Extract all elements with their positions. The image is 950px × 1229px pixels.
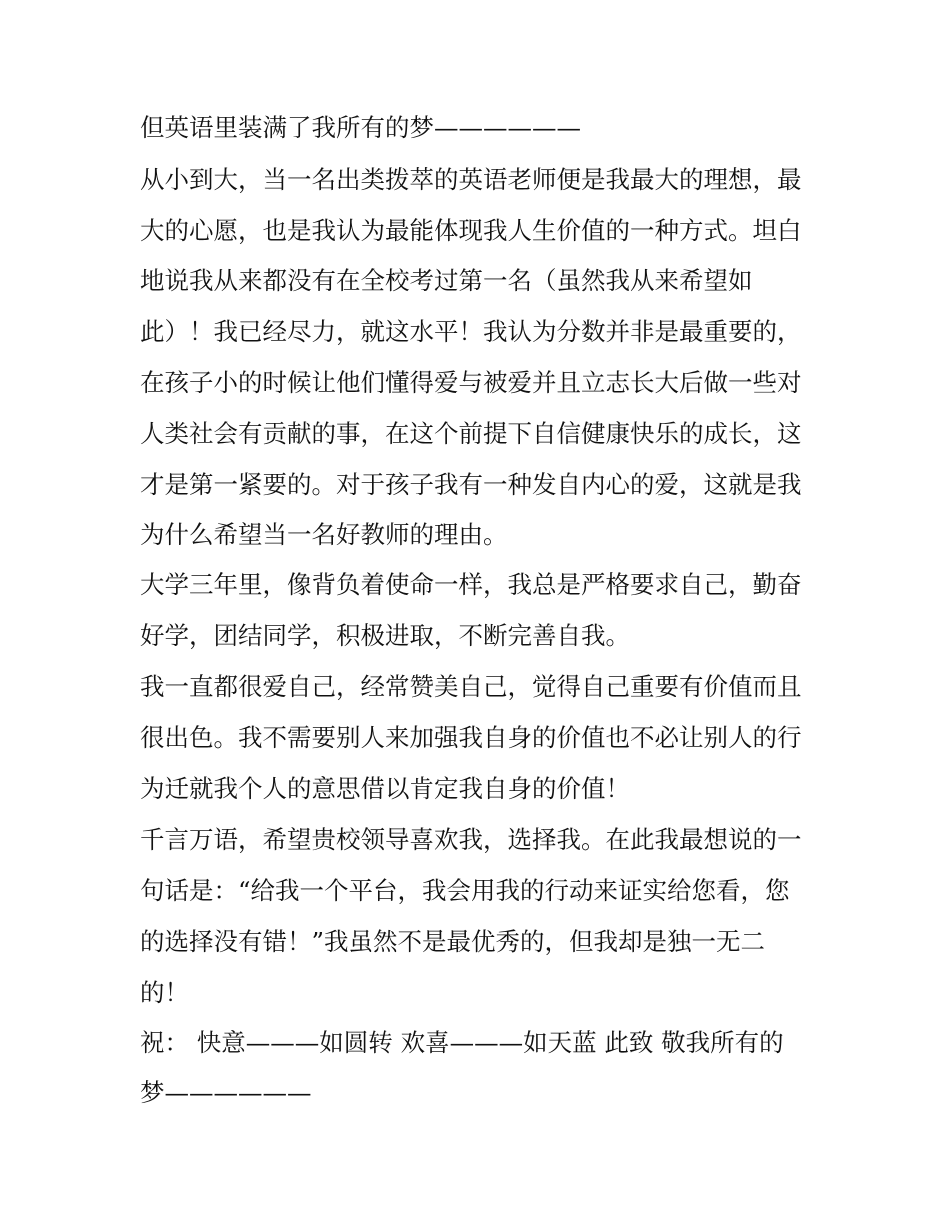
- text-line: 大学三年里，像背负着使命一样，我总是严格要求自己，勤奋: [140, 570, 802, 599]
- text-line: 但英语里装满了我所有的梦——————: [140, 113, 581, 142]
- text-line: 地说我从来都没有在全校考过第一名（虽然我从来希望如: [140, 266, 753, 295]
- text-line: 很出色。我不需要别人来加强我自身的价值也不必让别人的行: [140, 723, 802, 752]
- text-line: 千言万语，希望贵校领导喜欢我，选择我。在此我最想说的一: [140, 825, 802, 854]
- text-line: 从小到大，当一名出类拨萃的英语老师便是我最大的理想，最: [140, 165, 802, 194]
- text-line: 祝： 快意———如圆转 欢喜———如天蓝 此致 敬我所有的: [140, 1028, 784, 1057]
- text-line: 为什么希望当一名好教师的理由。: [140, 520, 508, 549]
- text-line: 句话是：“给我一个平台，我会用我的行动来证实给您看，您: [140, 876, 790, 905]
- text-line: 梦——————: [140, 1078, 312, 1107]
- text-line: 好学，团结同学，积极进取，不断完善自我。: [140, 621, 630, 650]
- text-line: 才是第一紧要的。对于孩子我有一种发自内心的爱，这就是我: [140, 470, 802, 499]
- text-line: 的选择没有错！”我虽然不是最优秀的，但我却是独一无二: [140, 927, 766, 956]
- text-line: 的！: [140, 978, 189, 1007]
- text-line: 大的心愿，也是我认为最能体现我人生价值的一种方式。坦白: [140, 216, 802, 245]
- text-line: 为迁就我个人的意思借以肯定我自身的价值！: [140, 774, 630, 803]
- text-line: 此）！我已经尽力，就这水平！我认为分数并非是最重要的，: [140, 317, 802, 346]
- text-line: 在孩子小的时候让他们懂得爱与被爱并且立志长大后做一些对: [140, 368, 802, 397]
- text-line: 我一直都很爱自己，经常赞美自己，觉得自己重要有价值而且: [140, 672, 802, 701]
- text-line: 人类社会有贡献的事，在这个前提下自信健康快乐的成长，这: [140, 419, 802, 448]
